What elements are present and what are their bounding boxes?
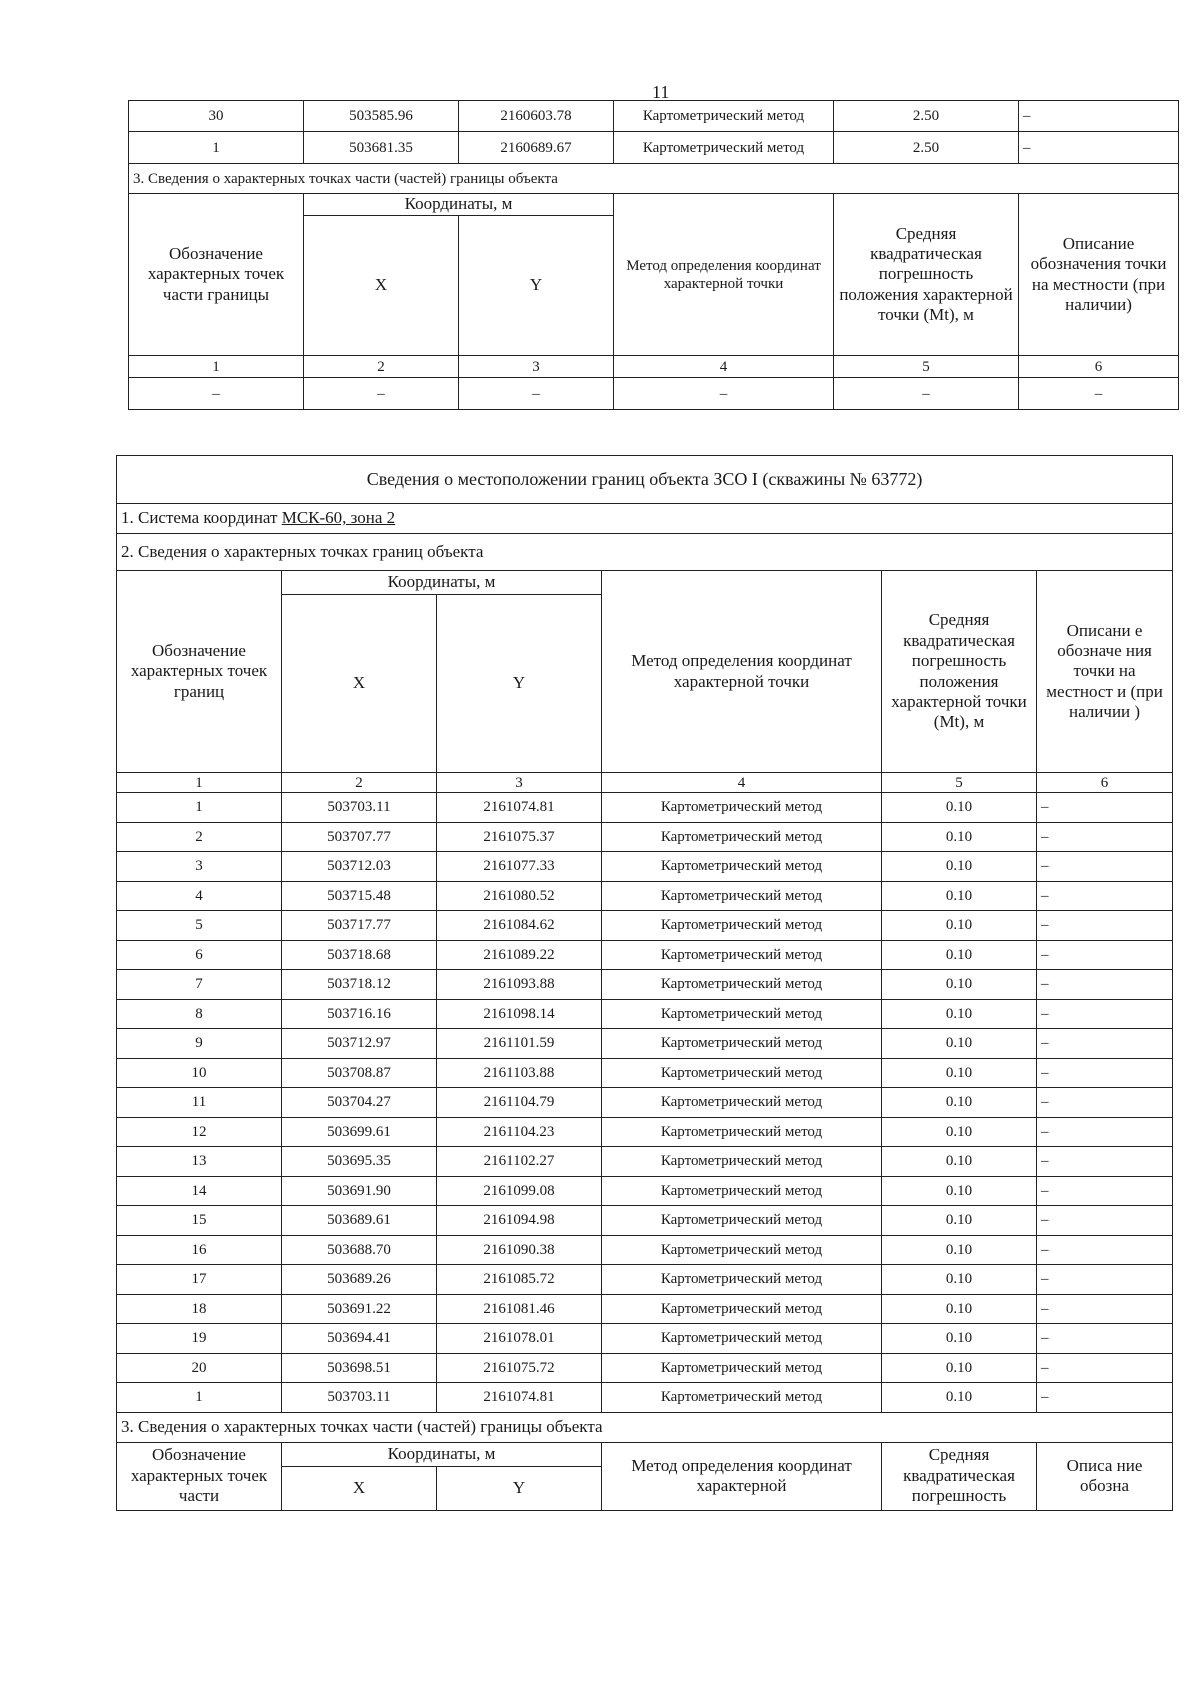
description-cell: –: [1037, 1117, 1173, 1147]
point-number: 3: [117, 852, 282, 882]
coord-system-value: МСК-60, зона 2: [281, 508, 396, 528]
description-cell: –: [1037, 822, 1173, 852]
main-title: Сведения о местоположении границ объекта ЗСО I (скважины № 63772): [117, 456, 1173, 504]
point-number: 7: [117, 970, 282, 1000]
coord-x: 503691.22: [282, 1294, 437, 1324]
header-accuracy: Средняя квадратическая погрешность положения характерной точки (Mt), м: [882, 571, 1037, 773]
point-number: 18: [117, 1294, 282, 1324]
coord-x: 503718.12: [282, 970, 437, 1000]
coord-x: 503707.77: [282, 822, 437, 852]
header-method: Метод определения координат характерной: [602, 1442, 882, 1510]
coord-y: 2161099.08: [437, 1176, 602, 1206]
method-cell: Картометрический метод: [602, 1029, 882, 1059]
method-cell: Картометрический метод: [602, 1294, 882, 1324]
method-cell: Картометрический метод: [602, 1235, 882, 1265]
point-number: 6: [117, 940, 282, 970]
description-cell: –: [1037, 940, 1173, 970]
description-cell: –: [1037, 1383, 1173, 1413]
accuracy-cell: 0.10: [882, 1383, 1037, 1413]
point-number: 4: [117, 881, 282, 911]
point-number: 13: [117, 1147, 282, 1177]
description-cell: –: [1037, 793, 1173, 823]
table-row: [117, 1088, 1173, 1118]
coord-y: 2161093.88: [437, 970, 602, 1000]
accuracy-cell: 0.10: [882, 1029, 1037, 1059]
method-cell: Картометрический метод: [602, 1058, 882, 1088]
header-coordinates: Координаты, м: [304, 194, 614, 216]
header-designation: Обозначение характерных точек части границы: [129, 194, 304, 356]
accuracy-cell: 0.10: [882, 1058, 1037, 1088]
table-row: [129, 132, 1179, 164]
header-accuracy: Средняя квадратическая погрешность: [882, 1442, 1037, 1510]
coord-x: 503681.35: [304, 132, 459, 164]
accuracy-cell: 0.10: [882, 1117, 1037, 1147]
accuracy-cell: 0.10: [882, 940, 1037, 970]
method-cell: Картометрический метод: [602, 970, 882, 1000]
method-cell: Картометрический метод: [602, 999, 882, 1029]
accuracy-cell: 0.10: [882, 1147, 1037, 1177]
coord-x: 503689.61: [282, 1206, 437, 1236]
coord-y: 2161098.14: [437, 999, 602, 1029]
accuracy-cell: 0.10: [882, 1235, 1037, 1265]
coord-x: 503695.35: [282, 1147, 437, 1177]
description-cell: –: [1037, 1147, 1173, 1177]
description-cell: –: [1037, 1294, 1173, 1324]
table-row: [117, 1206, 1173, 1236]
coord-y: 2160603.78: [459, 101, 614, 132]
column-numbers-row: 1 2 3 4 5 6: [129, 356, 1179, 378]
coord-x: 503689.26: [282, 1265, 437, 1295]
accuracy-cell: 0.10: [882, 1353, 1037, 1383]
method-cell: Картометрический метод: [602, 1117, 882, 1147]
table-row: [117, 1353, 1173, 1383]
method-cell: Картометрический метод: [602, 793, 882, 823]
coord-x: 503712.03: [282, 852, 437, 882]
table-row: [117, 1235, 1173, 1265]
coord-x: 503699.61: [282, 1117, 437, 1147]
description-cell: –: [1037, 911, 1173, 941]
header-designation: Обозначение характерных точек части: [117, 1442, 282, 1510]
coord-x: 503703.11: [282, 793, 437, 823]
accuracy-cell: 0.10: [882, 822, 1037, 852]
header-x: X: [304, 216, 459, 356]
header-x: X: [282, 595, 437, 773]
coord-y: 2161094.98: [437, 1206, 602, 1236]
table-row: [117, 881, 1173, 911]
method-cell: Картометрический метод: [602, 1353, 882, 1383]
point-number: 16: [117, 1235, 282, 1265]
description-cell: –: [1037, 1235, 1173, 1265]
table-row: [117, 1176, 1173, 1206]
coord-y: 2161077.33: [437, 852, 602, 882]
point-number: 14: [117, 1176, 282, 1206]
coord-x: 503688.70: [282, 1235, 437, 1265]
coord-x: 503712.97: [282, 1029, 437, 1059]
table-row: [117, 999, 1173, 1029]
point-number: 2: [117, 822, 282, 852]
description-cell: –: [1019, 101, 1179, 132]
section-3-title: 3. Сведения о характерных точках части (частей) границы объекта: [129, 164, 1179, 194]
accuracy-cell: 0.10: [882, 999, 1037, 1029]
point-number: 12: [117, 1117, 282, 1147]
description-cell: –: [1037, 1324, 1173, 1354]
accuracy-cell: 0.10: [882, 1265, 1037, 1295]
method-cell: Картометрический метод: [602, 852, 882, 882]
accuracy-cell: 0.10: [882, 1294, 1037, 1324]
table-row: [117, 1265, 1173, 1295]
page-number: 11: [652, 82, 670, 102]
coord-x: 503708.87: [282, 1058, 437, 1088]
accuracy-cell: 0.10: [882, 1324, 1037, 1354]
point-number: 19: [117, 1324, 282, 1354]
accuracy-cell: 0.10: [882, 970, 1037, 1000]
coord-y: 2160689.67: [459, 132, 614, 164]
section-2-title: 2. Сведения о характерных точках границ объекта: [117, 534, 1173, 571]
method-cell: Картометрический метод: [602, 1383, 882, 1413]
coord-y: 2161078.01: [437, 1324, 602, 1354]
description-cell: –: [1037, 1088, 1173, 1118]
coord-system-line: 1. Система координат МСК-60, зона 2: [117, 504, 1173, 534]
method-cell: Картометрический метод: [602, 1176, 882, 1206]
table-row: [117, 1294, 1173, 1324]
top-table: [128, 100, 1179, 410]
method-cell: Картометрический метод: [602, 940, 882, 970]
description-cell: –: [1037, 999, 1173, 1029]
table-row: [117, 852, 1173, 882]
accuracy-cell: 2.50: [834, 101, 1019, 132]
table-row: [117, 1383, 1173, 1413]
table-row: [129, 101, 1179, 132]
method-cell: Картометрический метод: [602, 1324, 882, 1354]
description-cell: –: [1037, 881, 1173, 911]
description-cell: –: [1037, 1265, 1173, 1295]
coord-y: 2161074.81: [437, 1383, 602, 1413]
coord-x: 503694.41: [282, 1324, 437, 1354]
coord-y: 2161081.46: [437, 1294, 602, 1324]
point-number: 20: [117, 1353, 282, 1383]
description-cell: –: [1037, 1029, 1173, 1059]
point-number: 17: [117, 1265, 282, 1295]
method-cell: Картометрический метод: [602, 1265, 882, 1295]
header-designation: Обозначение характерных точек границ: [117, 571, 282, 773]
coord-x: 503716.16: [282, 999, 437, 1029]
header-description: Описани е обозначе ния точки на местност и (при наличии ): [1037, 571, 1173, 773]
point-number: 11: [117, 1088, 282, 1118]
empty-row: – – – – – –: [129, 378, 1179, 410]
accuracy-cell: 0.10: [882, 1176, 1037, 1206]
method-cell: Картометрический метод: [602, 822, 882, 852]
table-row: [117, 1324, 1173, 1354]
point-number: 1: [129, 132, 304, 164]
coord-x: 503698.51: [282, 1353, 437, 1383]
accuracy-cell: 0.10: [882, 793, 1037, 823]
column-numbers-row: 1 2 3 4 5 6: [117, 773, 1173, 793]
coord-y: 2161085.72: [437, 1265, 602, 1295]
accuracy-cell: 0.10: [882, 911, 1037, 941]
coord-x: 503703.11: [282, 1383, 437, 1413]
point-number: 5: [117, 911, 282, 941]
coord-y: 2161075.37: [437, 822, 602, 852]
table-row: [117, 822, 1173, 852]
coord-y: 2161089.22: [437, 940, 602, 970]
table-row: [117, 911, 1173, 941]
header-y: Y: [459, 216, 614, 356]
coord-x: 503585.96: [304, 101, 459, 132]
header-x: X: [282, 1466, 437, 1510]
header-coordinates: Координаты, м: [282, 571, 602, 595]
coord-y: 2161102.27: [437, 1147, 602, 1177]
point-number: 30: [129, 101, 304, 132]
accuracy-cell: 2.50: [834, 132, 1019, 164]
point-number: 1: [117, 1383, 282, 1413]
coord-y: 2161074.81: [437, 793, 602, 823]
method-cell: Картометрический метод: [602, 911, 882, 941]
header-method: Метод определения координат характерной точки: [614, 194, 834, 356]
coord-y: 2161075.72: [437, 1353, 602, 1383]
point-number: 1: [117, 793, 282, 823]
header-y: Y: [437, 1466, 602, 1510]
method-cell: Картометрический метод: [602, 1206, 882, 1236]
coord-y: 2161101.59: [437, 1029, 602, 1059]
header-accuracy: Средняя квадратическая погрешность положения характерной точки (Mt), м: [834, 194, 1019, 356]
header-y: Y: [437, 595, 602, 773]
method-cell: Картометрический метод: [614, 132, 834, 164]
coord-y: 2161090.38: [437, 1235, 602, 1265]
table-row: [117, 940, 1173, 970]
header-method: Метод определения координат характерной точки: [602, 571, 882, 773]
main-table: [116, 455, 1173, 1511]
coord-x: 503704.27: [282, 1088, 437, 1118]
table-row: [117, 793, 1173, 823]
method-cell: Картометрический метод: [602, 1147, 882, 1177]
point-number: 10: [117, 1058, 282, 1088]
table-row: [117, 1029, 1173, 1059]
table-row: [117, 1058, 1173, 1088]
coord-y: 2161104.23: [437, 1117, 602, 1147]
header-description: Описание обозначения точки на местности (при наличии): [1019, 194, 1179, 356]
coord-y: 2161103.88: [437, 1058, 602, 1088]
accuracy-cell: 0.10: [882, 881, 1037, 911]
coord-y: 2161084.62: [437, 911, 602, 941]
coord-x: 503718.68: [282, 940, 437, 970]
coord-x: 503691.90: [282, 1176, 437, 1206]
accuracy-cell: 0.10: [882, 1088, 1037, 1118]
accuracy-cell: 0.10: [882, 1206, 1037, 1236]
coord-y: 2161080.52: [437, 881, 602, 911]
coord-y: 2161104.79: [437, 1088, 602, 1118]
coord-x: 503715.48: [282, 881, 437, 911]
header-coordinates: Координаты, м: [282, 1442, 602, 1466]
description-cell: –: [1019, 132, 1179, 164]
table-row: [117, 970, 1173, 1000]
coord-x: 503717.77: [282, 911, 437, 941]
table-row: [117, 1117, 1173, 1147]
description-cell: –: [1037, 852, 1173, 882]
description-cell: –: [1037, 970, 1173, 1000]
description-cell: –: [1037, 1206, 1173, 1236]
method-cell: Картометрический метод: [614, 101, 834, 132]
table-row: [117, 1147, 1173, 1177]
point-number: 8: [117, 999, 282, 1029]
method-cell: Картометрический метод: [602, 1088, 882, 1118]
point-number: 9: [117, 1029, 282, 1059]
accuracy-cell: 0.10: [882, 852, 1037, 882]
method-cell: Картометрический метод: [602, 881, 882, 911]
description-cell: –: [1037, 1353, 1173, 1383]
section-3-title: 3. Сведения о характерных точках части (частей) границы объекта: [117, 1412, 1173, 1442]
point-number: 15: [117, 1206, 282, 1236]
description-cell: –: [1037, 1176, 1173, 1206]
header-description: Описа ние обозна: [1037, 1442, 1173, 1510]
description-cell: –: [1037, 1058, 1173, 1088]
